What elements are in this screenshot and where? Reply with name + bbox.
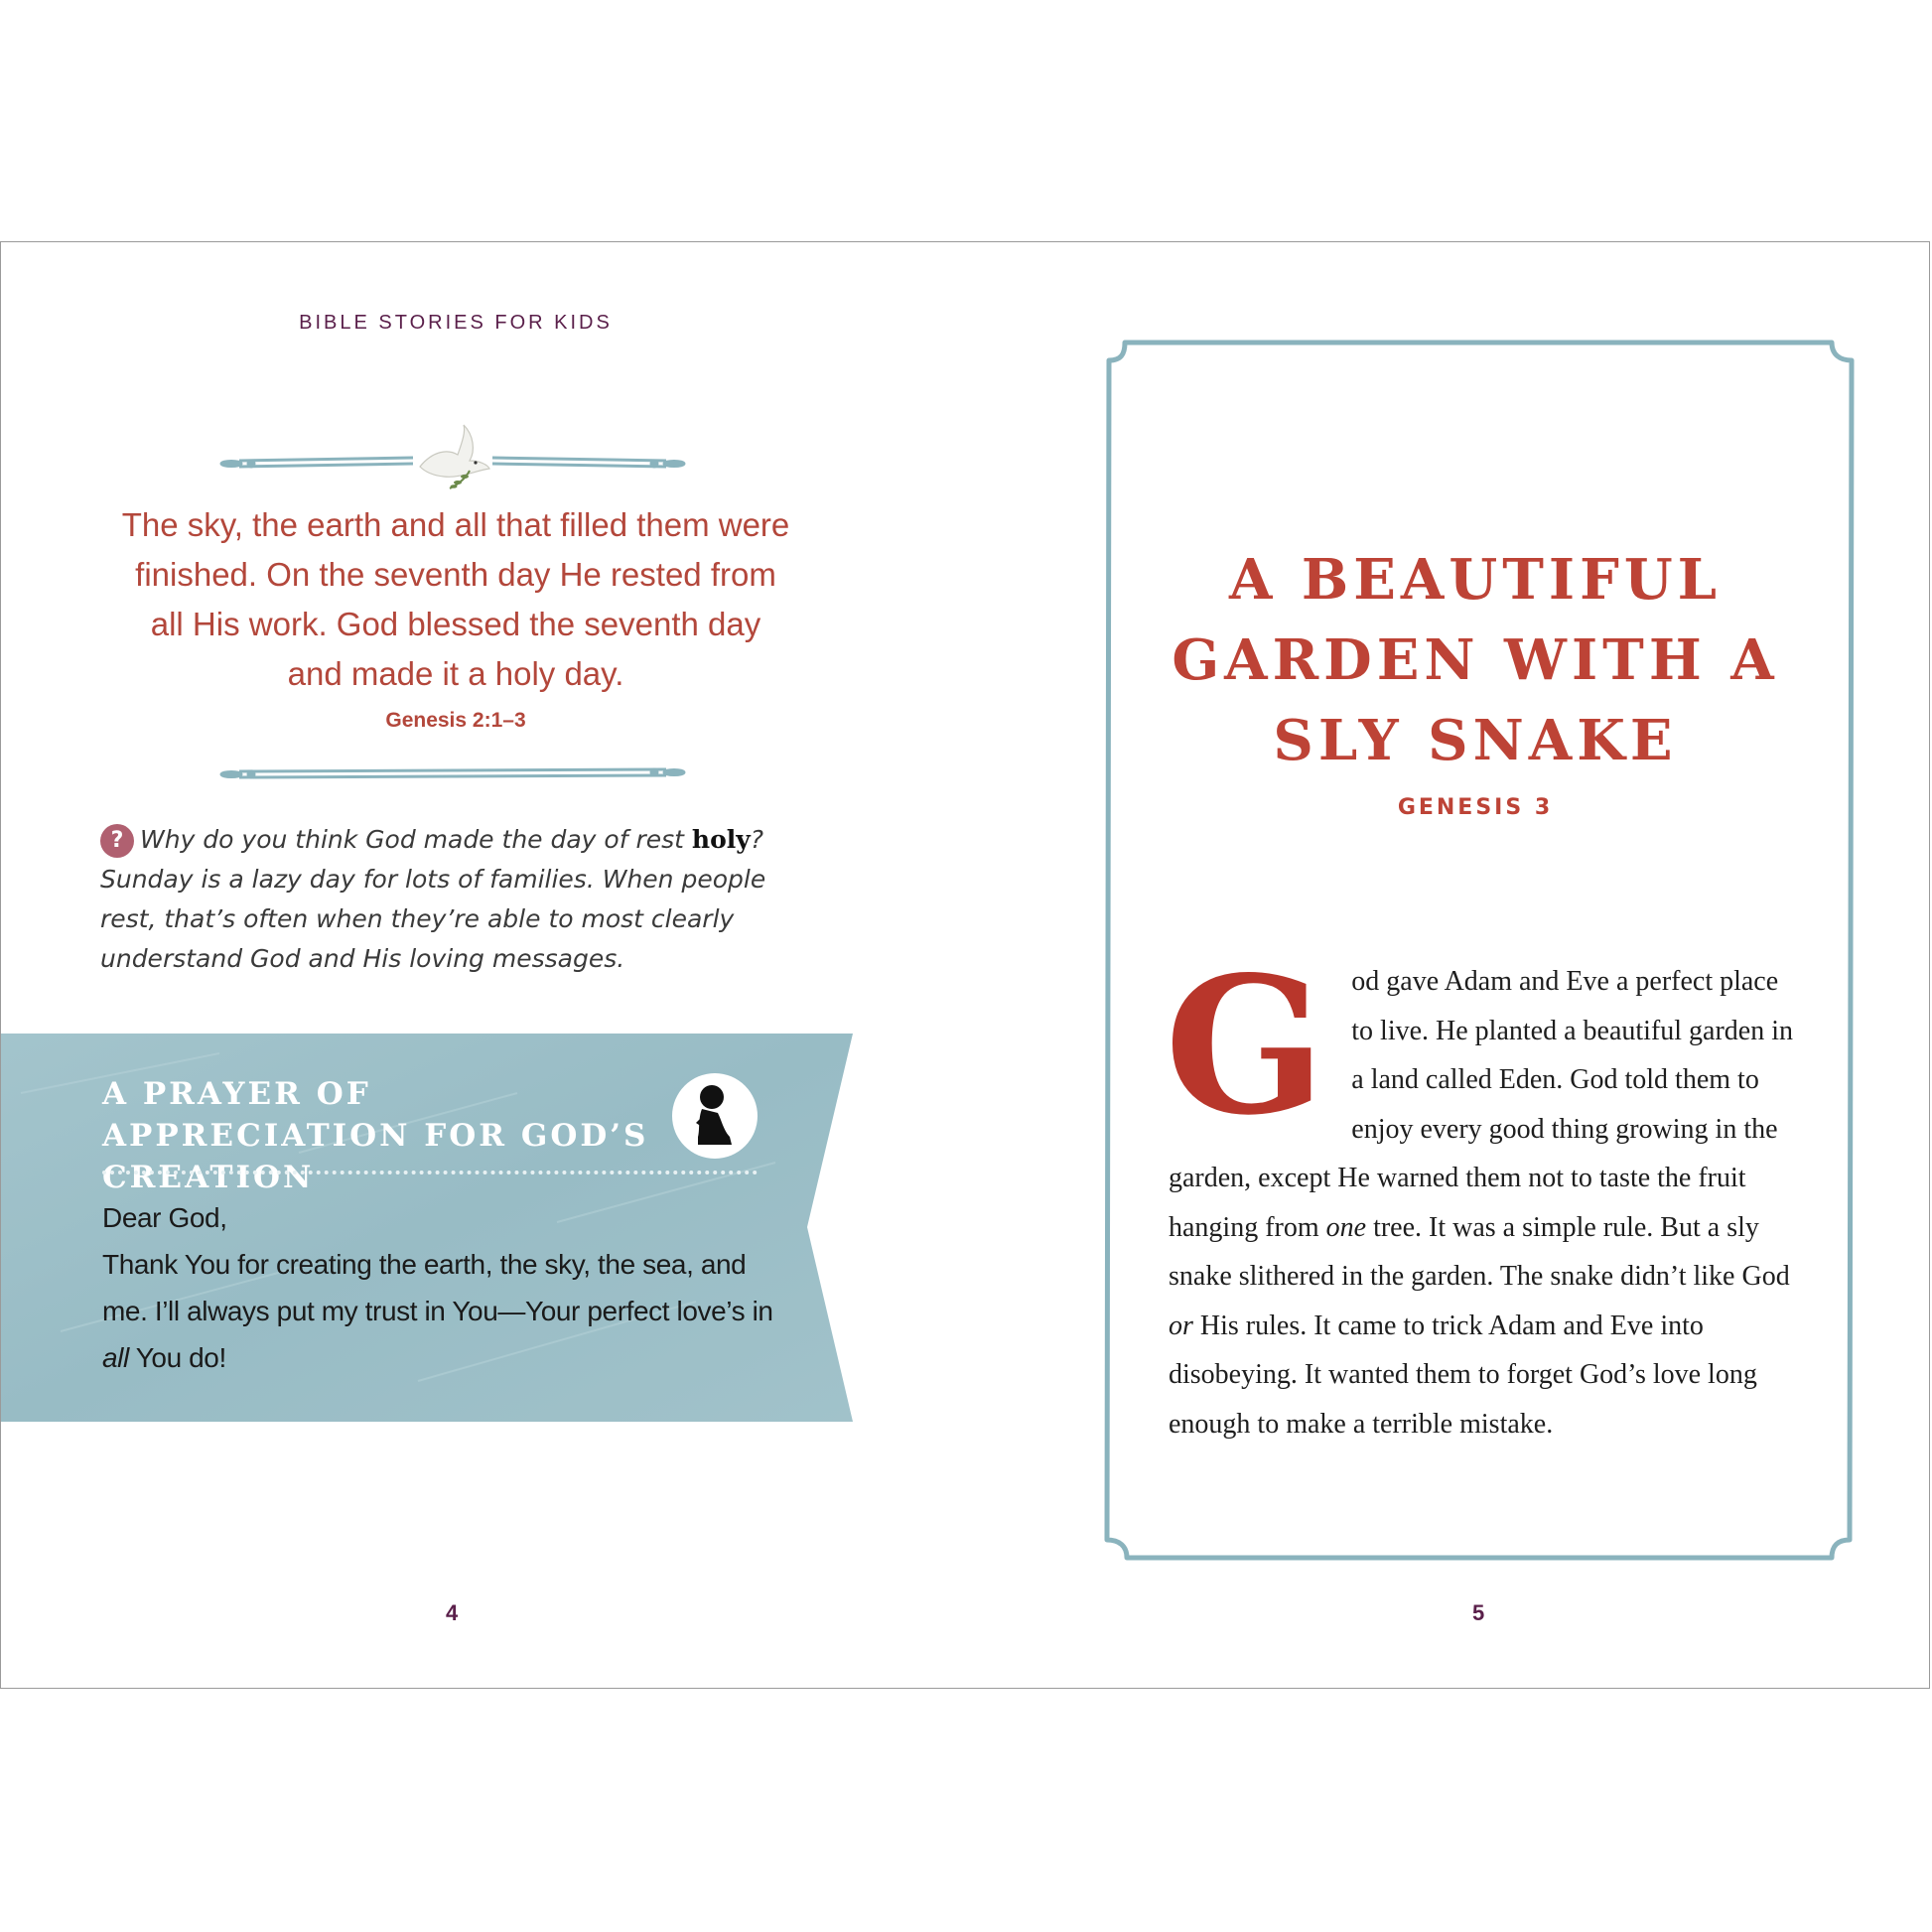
question-badge-icon: ? [100,824,134,858]
scripture-verse: The sky, the earth and all that filled them were finished. On the seventh day He rested from all His work. God blessed the seventh day and made it a holy day. [121,506,790,692]
story-text-3: His rules. It came to trick Adam and Eve into disobeying. It wanted them to forget God’s love long enough to make a terrible mistake. [1169,1310,1757,1440]
story-text-2: tree. It was a simple rule. But a sly snake slithered in the garden. The snake didn’t like God [1169,1211,1790,1292]
page-number-right: 5 [1472,1600,1485,1625]
ornament-line-left-icon [221,458,413,467]
praying-child-icon [672,1073,758,1159]
prayer-banner [1,1034,853,1422]
question-bold-word: holy [691,825,751,854]
discussion-question [100,820,785,979]
prayer-body-italic: all [102,1342,129,1373]
story-body [1165,935,1804,1449]
drop-cap: G [1165,935,1326,1157]
ornament-line-icon [221,769,684,777]
divider-ornament [209,759,696,788]
book-spread [0,241,1930,1689]
prayer-salutation: Dear God, [102,1202,227,1233]
story-title: A BEAUTIFUL GARDEN WITH A SLY SNAKE [1172,547,1779,773]
dove-icon [420,425,489,488]
running-head: BIBLE STORIES FOR KIDS [299,312,613,334]
prayer-body-1: Thank You for creating the earth, the sky, the sea, and me. I’ll always put my trust in You—Your perfect love’s in [102,1249,773,1326]
prayer-body [102,1241,777,1381]
dove-ornament [209,421,696,490]
prayer-title: A PRAYER OF APPRECIATION FOR GOD’S CREATION [102,1076,649,1195]
page-number-left: 4 [446,1600,459,1625]
story-italic-2: or [1169,1310,1193,1341]
prayer-text [102,1194,777,1381]
story-italic-1: one [1325,1211,1367,1243]
verse-reference: Genesis 2:1–3 [385,709,526,732]
praying-child-silhouette-icon [672,1073,758,1159]
prayer-body-2: You do! [128,1342,226,1373]
question-text-2: ? Sunday is a lazy day for lots of families. When people rest, that’s often when they’re able to most clearly understand God and His loving messages. [100,825,766,973]
story-reference: GENESIS 3 [1397,795,1554,820]
prayer-dotted-divider [102,1171,758,1174]
story-text-1: od gave Adam and Eve a perfect place to live. He planted a beautiful garden in a land called Eden. God told them to enjoy every good thing growing in the garden, except He warned them not to taste the fruit hanging from [1169,966,1793,1243]
ornament-line-right-icon [492,458,684,467]
question-text-1: Why do you think God made the day of rest [140,825,692,854]
